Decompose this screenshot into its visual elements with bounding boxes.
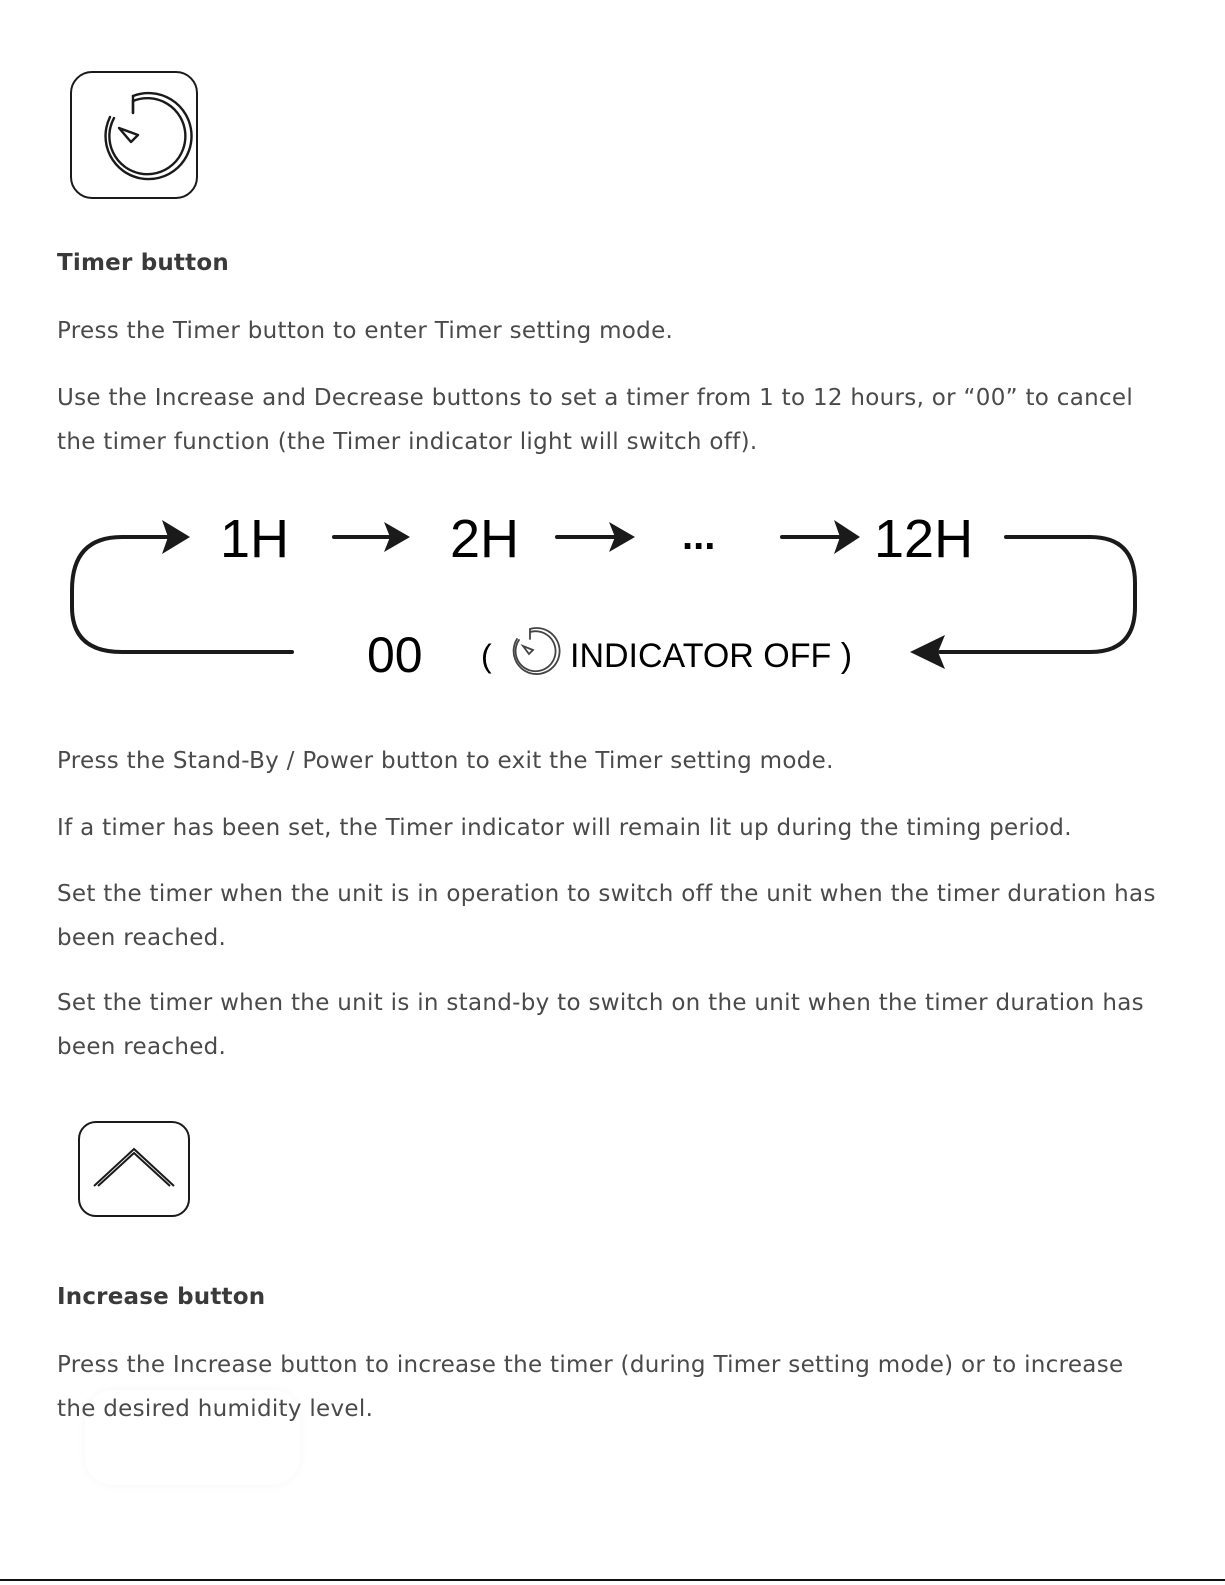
chevron-up-icon [80, 1123, 188, 1215]
flow-ellipsis: ... [682, 514, 716, 558]
timer-icon [72, 73, 196, 197]
flow-indicator-off: INDICATOR OFF ) [570, 637, 853, 675]
bottom-rule [0, 1579, 1225, 1581]
timer-paragraph-lit: If a timer has been set, the Timer indicator will remain lit up during the timing period. [57, 815, 1072, 841]
timer-paragraph-standby: Set the timer when the unit is in stand-by to switch on the unit when the timer duration has been reached. [57, 990, 1144, 1060]
flow-step-2h: 2H [450, 509, 520, 569]
timer-button-icon-box [70, 71, 198, 199]
flow-reset-00: 00 [367, 627, 423, 683]
timer-paragraph-enter-mode: Press the Timer button to enter Timer setting mode. [57, 318, 674, 344]
flow-step-1h: 1H [220, 509, 290, 569]
timer-paragraph-exit: Press the Stand-By / Power button to exit the Timer setting mode. [57, 748, 834, 774]
small-timer-icon [514, 628, 560, 674]
increase-heading: Increase button [57, 1284, 266, 1310]
increase-button-icon-box [78, 1121, 190, 1217]
flow-step-12h: 12H [874, 509, 974, 569]
timer-paragraph-range: Use the Increase and Decrease buttons to set a timer from 1 to 12 hours, or “00” to cancel the timer function (the Timer indicator light will switch off). [57, 385, 1134, 455]
timer-heading: Timer button [57, 250, 229, 276]
timer-cycle-diagram [60, 495, 1160, 695]
timer-paragraph-operation: Set the timer when the unit is in operation to switch off the unit when the timer duration has been reached. [57, 881, 1156, 951]
increase-paragraph: Press the Increase button to increase the timer (during Timer setting mode) or to increase the desired humidity level. [57, 1352, 1124, 1422]
flow-paren-open: ( [481, 638, 492, 674]
faint-shadow-box [85, 1390, 300, 1485]
